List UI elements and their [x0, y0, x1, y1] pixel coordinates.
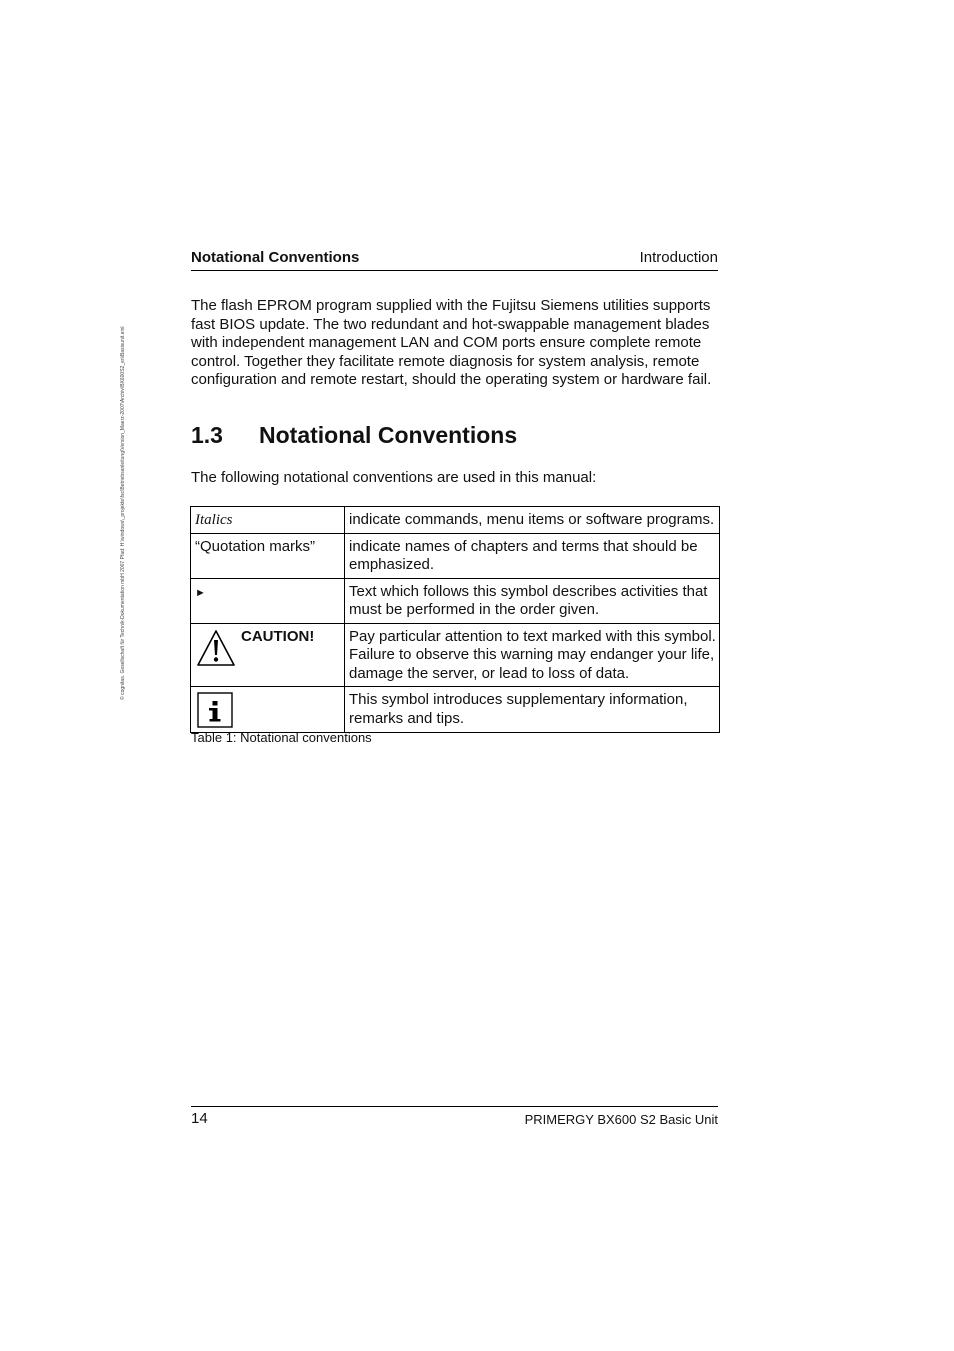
conventions-table: [190, 506, 720, 733]
table-row: [191, 533, 720, 578]
table-caption: Table 1: Notational conventions: [191, 730, 372, 745]
info-box-icon: [197, 692, 233, 728]
warning-triangle-icon: [196, 628, 236, 668]
description-cell: Text which follows this symbol describes activities that must be performed in the order given.: [345, 578, 720, 623]
running-header: [191, 248, 718, 271]
table-row: [191, 507, 720, 534]
caution-label: CAUTION!: [241, 627, 315, 645]
term-italics: Italics: [195, 512, 233, 528]
section-title: Notational Conventions: [259, 422, 518, 448]
term-quotation-marks: “Quotation marks”: [195, 537, 316, 555]
header-chapter-title: Introduction: [639, 249, 718, 266]
table-row: [191, 623, 720, 687]
description-cell: Pay particular attention to text marked with this symbol. Failure to observe this warning may endanger your life, damage the server, or lead to loss of data.: [345, 623, 720, 687]
term-cell: [191, 507, 345, 534]
header-section-title: Notational Conventions: [191, 249, 360, 266]
term-cell: [191, 578, 345, 623]
page-footer: [191, 1106, 718, 1131]
description-cell: This symbol introduces supplementary information, remarks and tips.: [345, 687, 720, 733]
intro-paragraph: The flash EPROM program supplied with the Fujitsu Siemens utilities supports fast BIOS update. The two redundant and hot-swappable management blades with independent management LAN and COM ports ensure complete remote control. Together they facilitate remote diagnosis for system analysis, remote configuration and remote restart, should the operating system or hardware fail.: [191, 297, 712, 388]
document-title: PRIMERGY BX600 S2 Basic Unit: [524, 1112, 718, 1127]
term-cell: [191, 623, 345, 687]
description-cell: indicate names of chapters and terms that should be emphasized.: [345, 533, 720, 578]
table-row: [191, 578, 720, 623]
side-margin-note: [120, 240, 136, 700]
page-number: 14: [191, 1110, 208, 1127]
arrow-right-icon: ►: [195, 586, 206, 599]
description-cell: indicate commands, menu items or software programs.: [345, 507, 720, 534]
term-cell: [191, 533, 345, 578]
side-note-text: © cognitas. Gesellschaft für Technik-Dokumentation mbH 2007 Pfad: H:\windows\_projekte\fsc\Betriebsanleitung\Version_Maerz-2007\Archiv\BX600S2_en\Basisunit.einl: [120, 326, 126, 700]
section-heading: [191, 422, 517, 449]
table-row: [191, 687, 720, 733]
term-cell: [191, 687, 345, 733]
section-number: 1.3: [191, 422, 223, 448]
lead-sentence: The following notational conventions are used in this manual:: [191, 469, 597, 486]
